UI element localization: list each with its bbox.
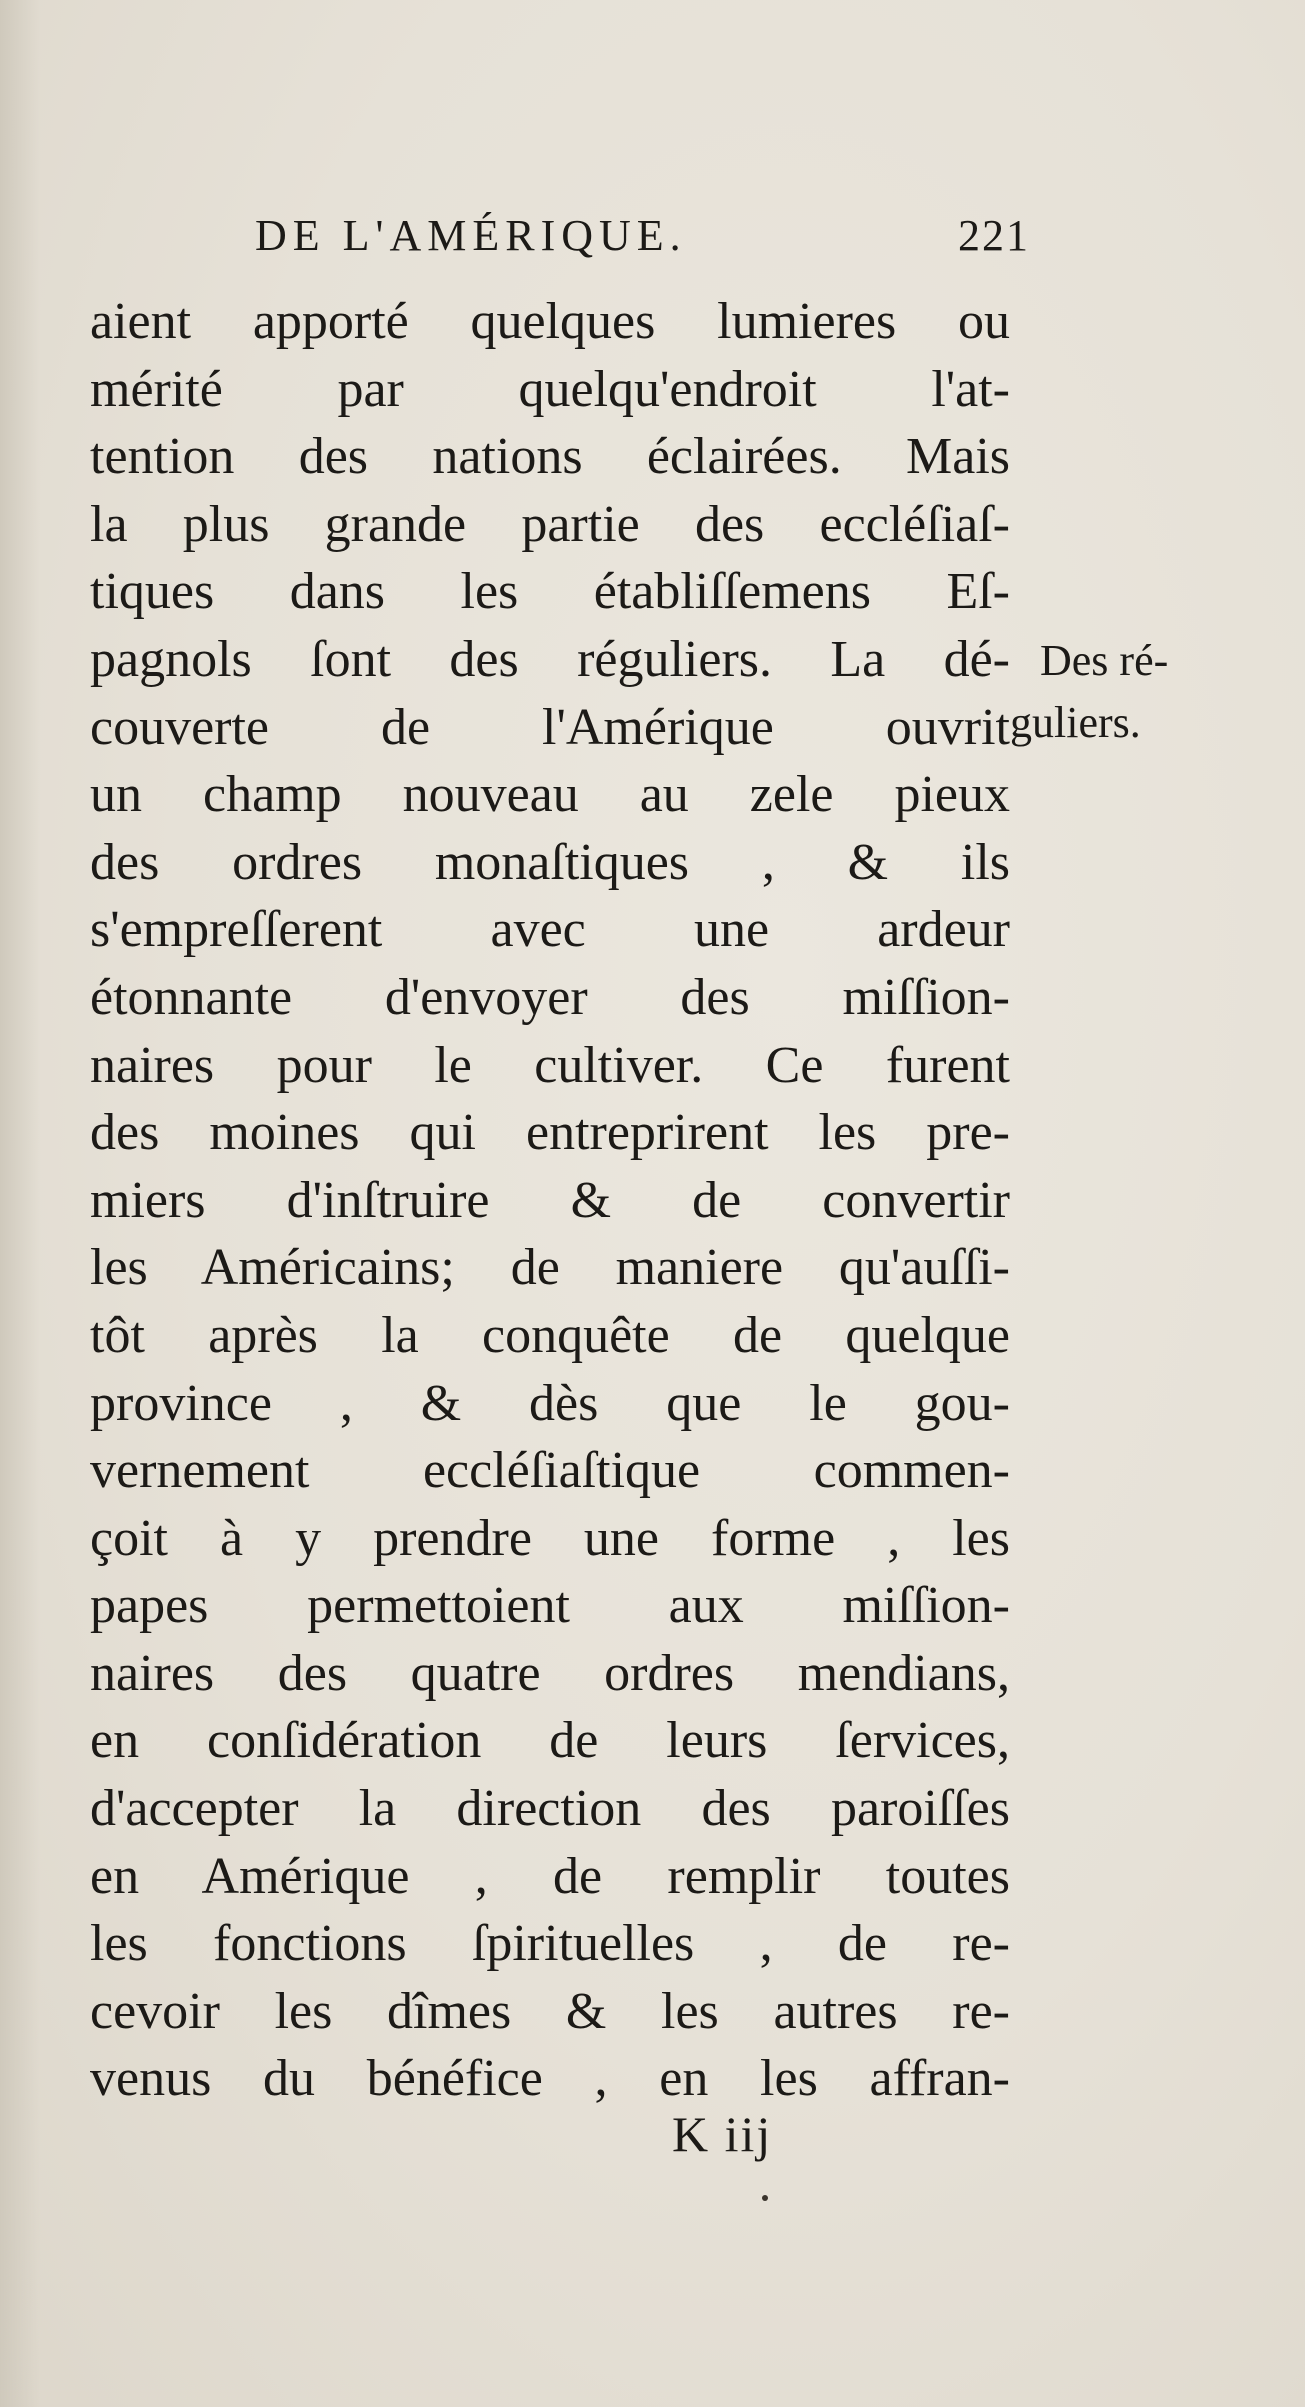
margin-note-line: Des ré-	[1040, 636, 1169, 685]
text-line: naires des quatre ordres mendians,	[90, 1644, 1010, 1702]
text-line: naires pour le cultiver. Ce furent	[90, 1036, 1010, 1094]
text-line: aient apporté quelques lumieres ou	[90, 293, 1010, 350]
text-line: mérité par quelqu'endroit l'at-	[90, 360, 1010, 418]
page-header	[255, 210, 1030, 270]
text-line: d'accepter la direction des paroiſſes	[90, 1780, 1010, 1838]
text-line: en Amérique , de remplir toutes	[90, 1847, 1010, 1905]
gutter-shadow	[0, 0, 40, 2407]
text-line: des ordres monaſtiques , & ils	[90, 833, 1010, 891]
margin-note	[1010, 630, 1210, 754]
text-line: tention des nations éclairées. Mais	[90, 428, 1010, 486]
margin-note-line: guliers.	[1010, 698, 1141, 747]
text-line: çoit à y prendre une forme , les	[90, 1509, 1010, 1567]
text-line: tôt après la conquête de quelque	[90, 1306, 1010, 1364]
text-line: miers d'inſtruire & de convertir	[90, 1171, 1010, 1229]
signature-mark: K iij	[672, 2106, 773, 2162]
text-line: la plus grande partie des eccléſiaſ-	[90, 495, 1010, 553]
text-line: pagnols ſont des réguliers. La dé-	[90, 630, 1010, 688]
text-line: cevoir les dîmes & les autres re-	[90, 1982, 1010, 2040]
text-line: en conſidération de leurs ſervices,	[90, 1712, 1010, 1770]
text-line: les Américains; de maniere qu'auſſi-	[90, 1239, 1010, 1297]
page-number: 221	[958, 211, 1030, 260]
text-line: vernement eccléſiaſtique commen-	[90, 1442, 1010, 1500]
text-line: étonnante d'envoyer des miſſion-	[90, 968, 1010, 1026]
ink-speck	[762, 2195, 768, 2201]
text-line: un champ nouveau au zele pieux	[90, 766, 1010, 824]
text-line: venus du bénéfice , en les affran-	[90, 2050, 1010, 2108]
running-head: DE L'AMÉRIQUE.	[255, 211, 687, 260]
text-line: province , & dès que le gou-	[90, 1374, 1010, 1432]
text-line: les fonctions ſpirituelles , de re-	[90, 1915, 1010, 1973]
text-line: couverte de l'Amérique ouvrit	[90, 698, 1010, 756]
text-line: s'empreſſerent avec une ardeur	[90, 901, 1010, 959]
body-text	[90, 288, 1010, 2113]
text-line: tiques dans les établiſſemens Eſ-	[90, 563, 1010, 621]
text-line: des moines qui entreprirent les pre-	[90, 1104, 1010, 1162]
text-line: papes permettoient aux miſſion-	[90, 1577, 1010, 1635]
